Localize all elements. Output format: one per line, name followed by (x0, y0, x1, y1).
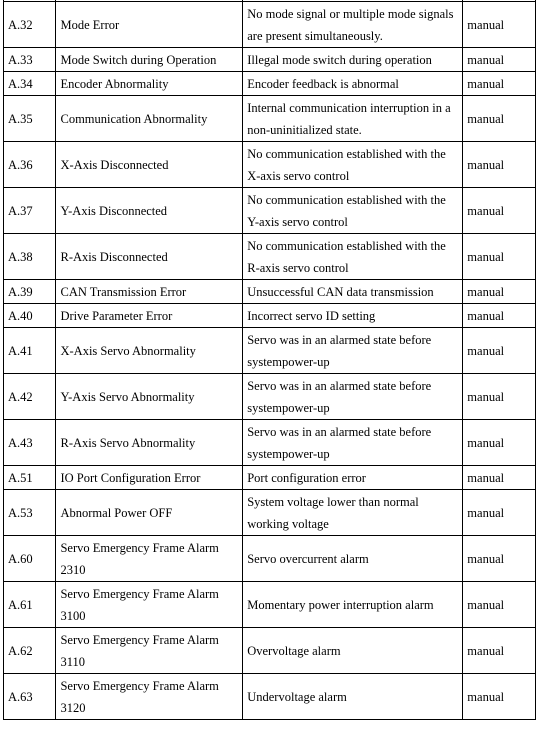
alarm-name-cell: Servo Emergency Frame Alarm 3110 (56, 628, 243, 674)
alarm-code-cell: A.61 (4, 582, 56, 628)
reset-mode-cell: manual (463, 304, 536, 328)
reset-mode-cell: manual (463, 142, 536, 188)
reset-mode-cell: manual (463, 96, 536, 142)
alarm-code-cell: A.51 (4, 466, 56, 490)
reset-mode-cell: manual (463, 582, 536, 628)
table-row (4, 142, 536, 188)
alarm-code-cell: A.43 (4, 420, 56, 466)
table-row (4, 466, 536, 490)
alarm-name-cell: CAN Transmission Error (56, 280, 243, 304)
reset-mode-cell: manual (463, 72, 536, 96)
alarm-code-cell: A.53 (4, 490, 56, 536)
alarm-name-cell: R-Axis Disconnected (56, 234, 243, 280)
alarm-description-cell: No communication established with the Y-axis servo control (243, 188, 463, 234)
reset-mode-cell: manual (463, 420, 536, 466)
table-row (4, 674, 536, 720)
alarm-description-cell: Internal communication interruption in a non-uninitialized state. (243, 96, 463, 142)
table-row (4, 628, 536, 674)
alarm-name-cell: R-Axis Servo Abnormality (56, 420, 243, 466)
table-row (4, 280, 536, 304)
table-row (4, 188, 536, 234)
alarm-name-cell: Y-Axis Disconnected (56, 188, 243, 234)
alarm-name-cell: Mode Switch during Operation (56, 48, 243, 72)
alarm-code-cell: A.42 (4, 374, 56, 420)
alarm-description-cell: Unsuccessful CAN data transmission (243, 280, 463, 304)
alarm-code-cell: A.34 (4, 72, 56, 96)
table-row (4, 420, 536, 466)
alarm-code-cell: A.62 (4, 628, 56, 674)
alarm-name-cell: Y-Axis Servo Abnormality (56, 374, 243, 420)
table-row (4, 48, 536, 72)
alarm-code-cell: A.63 (4, 674, 56, 720)
table-row (4, 582, 536, 628)
reset-mode-cell: manual (463, 328, 536, 374)
alarm-name-cell: X-Axis Disconnected (56, 142, 243, 188)
alarm-code-cell: A.37 (4, 188, 56, 234)
alarm-description-cell: No mode signal or multiple mode signals are present simultaneously. (243, 2, 463, 48)
alarm-description-cell: Port configuration error (243, 466, 463, 490)
reset-mode-cell: manual (463, 280, 536, 304)
alarm-description-cell: Overvoltage alarm (243, 628, 463, 674)
reset-mode-cell: manual (463, 2, 536, 48)
reset-mode-cell: manual (463, 466, 536, 490)
alarm-code-cell: A.33 (4, 48, 56, 72)
alarm-name-cell: Drive Parameter Error (56, 304, 243, 328)
alarm-description-cell: Servo was in an alarmed state before systempower-up (243, 328, 463, 374)
table-row (4, 536, 536, 582)
alarm-code-cell: A.35 (4, 96, 56, 142)
table-row (4, 374, 536, 420)
reset-mode-cell: manual (463, 234, 536, 280)
alarm-description-cell: Servo overcurrent alarm (243, 536, 463, 582)
table-row (4, 96, 536, 142)
alarm-name-cell: IO Port Configuration Error (56, 466, 243, 490)
reset-mode-cell: manual (463, 374, 536, 420)
alarm-code-cell: A.32 (4, 2, 56, 48)
alarm-name-cell: Servo Emergency Frame Alarm 2310 (56, 536, 243, 582)
reset-mode-cell: manual (463, 628, 536, 674)
alarm-description-cell: No communication established with the X-axis servo control (243, 142, 463, 188)
alarm-name-cell: Mode Error (56, 2, 243, 48)
table-row (4, 304, 536, 328)
alarm-description-cell: System voltage lower than normal working voltage (243, 490, 463, 536)
reset-mode-cell: manual (463, 188, 536, 234)
alarm-code-cell: A.40 (4, 304, 56, 328)
alarm-code-cell: A.41 (4, 328, 56, 374)
alarm-description-cell: No communication established with the R-axis servo control (243, 234, 463, 280)
alarm-code-cell: A.60 (4, 536, 56, 582)
alarm-description-cell: Undervoltage alarm (243, 674, 463, 720)
alarm-code-table (3, 0, 536, 720)
alarm-description-cell: Incorrect servo ID setting (243, 304, 463, 328)
alarm-name-cell: Communication Abnormality (56, 96, 243, 142)
alarm-name-cell: Servo Emergency Frame Alarm 3100 (56, 582, 243, 628)
table-row (4, 490, 536, 536)
alarm-description-cell: Servo was in an alarmed state before systempower-up (243, 374, 463, 420)
alarm-code-cell: A.39 (4, 280, 56, 304)
reset-mode-cell: manual (463, 490, 536, 536)
alarm-description-cell: Encoder feedback is abnormal (243, 72, 463, 96)
table-row (4, 72, 536, 96)
table-row (4, 234, 536, 280)
alarm-code-cell: A.36 (4, 142, 56, 188)
table-row (4, 2, 536, 48)
alarm-name-cell: Encoder Abnormality (56, 72, 243, 96)
alarm-description-cell: Momentary power interruption alarm (243, 582, 463, 628)
reset-mode-cell: manual (463, 48, 536, 72)
alarm-name-cell: X-Axis Servo Abnormality (56, 328, 243, 374)
alarm-name-cell: Abnormal Power OFF (56, 490, 243, 536)
alarm-description-cell: Illegal mode switch during operation (243, 48, 463, 72)
alarm-table-body (4, 0, 536, 720)
alarm-description-cell: Servo was in an alarmed state before systempower-up (243, 420, 463, 466)
alarm-code-cell: A.38 (4, 234, 56, 280)
table-row (4, 328, 536, 374)
alarm-name-cell: Servo Emergency Frame Alarm 3120 (56, 674, 243, 720)
reset-mode-cell: manual (463, 536, 536, 582)
reset-mode-cell: manual (463, 674, 536, 720)
